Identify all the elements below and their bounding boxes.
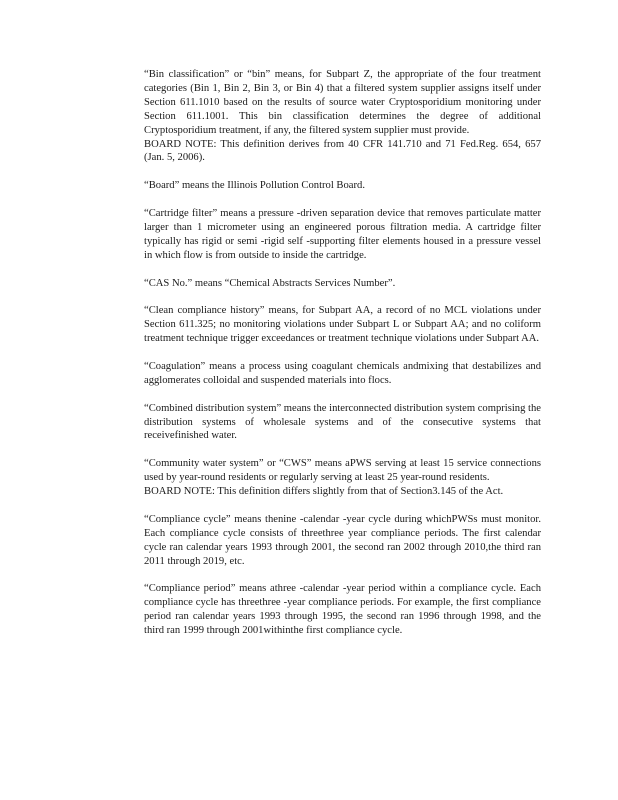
- definition-community-water-system: [144, 457, 541, 499]
- definition-cartridge-filter: “Cartridge filter” means a pressure -driven separation device that removes particulate matter larger than 1 micrometer using an engineered porous filtration media. A cartridge filter typically has rigid or semi -rigid self -supporting filter elements housed in a pressure vessel in which flow is from outside to inside the cartridge.: [144, 208, 541, 261]
- definition-compliance-period: “Compliance period” means athree -calendar -year period within a compliance cycle. Each compliance cycle has threethree -year compliance periods. For example, the first compliance period ran calendar years 1993 through 1995, the second ran 1996 through 1998, and the third ran 1999 through 2001withinthe first compliance cycle.: [144, 583, 541, 637]
- board-note: BOARD NOTE: This definition differs slightly from that of Section3.145 of the Act.: [144, 486, 504, 498]
- definition-cas-no: “CAS No.” means “Chemical Abstracts Services Number”.: [144, 277, 396, 289]
- definition-coagulation: “Coagulation” means a process using coagulant chemicals andmixing that destabilizes and agglomerates colloidal and suspended materials into flocs.: [144, 360, 541, 386]
- document-page: [144, 68, 541, 652]
- definition-board: “Board” means the Illinois Pollution Control Board.: [144, 180, 365, 192]
- definition-clean-compliance-history: “Clean compliance history” means, for Subpart AA, a record of no MCL violations under Section 611.325; no monitoring violations under Subpart L or Subpart AA; and no coliform treatment technique trigger exceedances or treatment technique violations under Subpart AA.: [144, 305, 541, 345]
- definition-text: “Community water system” or “CWS” means aPWS serving at least 15 service connections used by year-round residents or regularly serving at least 25 year-round residents.: [144, 458, 541, 484]
- definition-combined-distribution-system: “Combined distribution system” means the interconnected distribution system comprising the distribution systems of wholesale systems and of the consecutive systems that receivefinished water.: [144, 402, 541, 442]
- definition-bin-classification: [144, 68, 541, 165]
- definition-text: “Bin classification” or “bin” means, for Subpart Z, the appropriate of the four treatment categories (Bin 1, Bin 2, Bin 3, or Bin 4) that a filtered system supplier assigns itself under Section 611.1010 based on the results of source water Cryptosporidium monitoring under Section 611.1001. This bin classification determines the degree of additional Cryptosporidium treatment, if any, the filtered system supplier must provide.: [144, 69, 541, 136]
- board-note: BOARD NOTE: This definition derives from 40 CFR 141.710 and 71 Fed.Reg. 654, 657 (Jan. 5, 2006).: [144, 138, 541, 164]
- definition-compliance-cycle: “Compliance cycle” means thenine -calendar -year cycle during whichPWSs must monitor. Each compliance cycle consists of threethree year compliance periods. The first calendar cycle ran calendar years 1993 through 2001, the second ran 2002 through 2010,the third ran 2011 through 2019, etc.: [144, 513, 541, 567]
